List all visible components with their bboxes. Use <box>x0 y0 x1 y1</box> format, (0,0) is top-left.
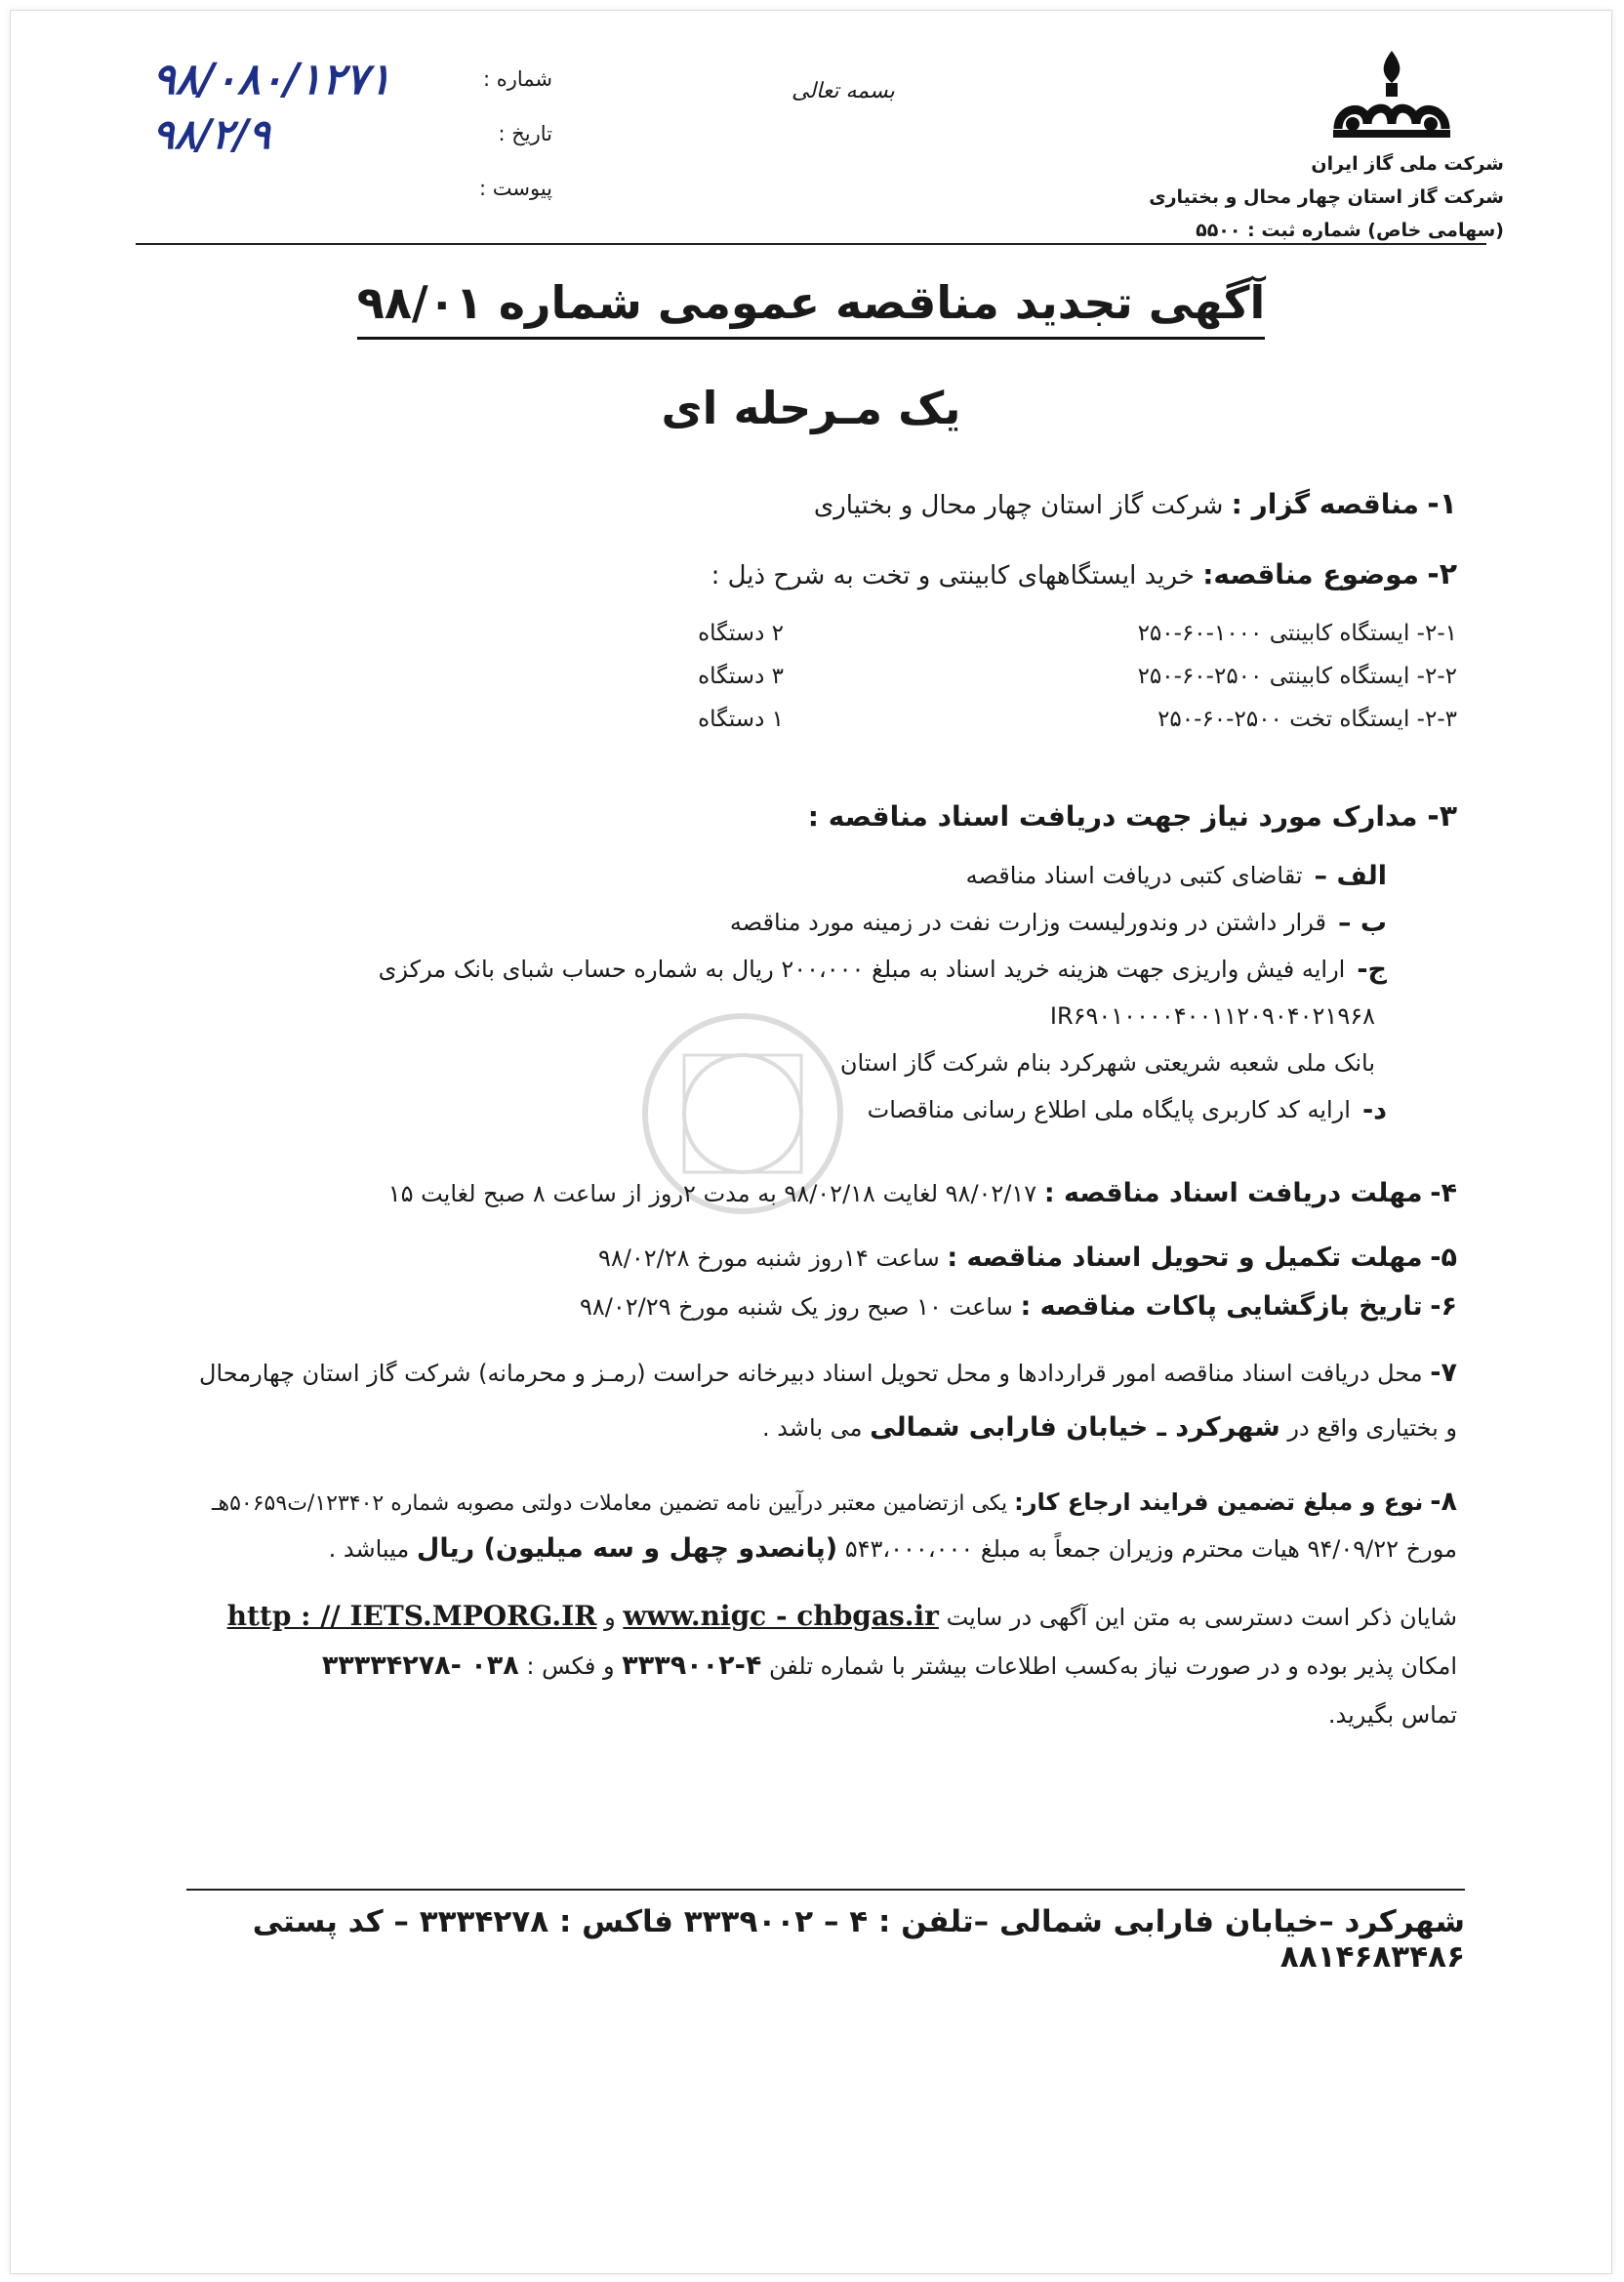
meta-attachment-label: پیوست : <box>479 177 552 200</box>
section-text: ساعت ۱۰ صبح روز یک شنبه مورخ ۹۸/۰۲/۲۹ <box>579 1293 1013 1321</box>
item-text: تقاضای کتبی دریافت اسناد مناقصه <box>965 862 1303 889</box>
basmala: بسمه تعالی <box>792 79 895 103</box>
section-subject <box>711 557 1457 591</box>
meta-attachment <box>142 161 552 216</box>
item-text: قرار داشتن در وندورلیست وزارت نفت در زمینه مورد مناقصه <box>729 909 1326 936</box>
iban-text: IR۶۹۰۱۰۰۰۰۴۰۰۱۱۲۰۹۰۴۰۲۱۹۶۸ <box>1049 1002 1375 1030</box>
section-text: میباشد . <box>328 1535 410 1563</box>
subject-items <box>647 612 1457 741</box>
item-name: ۲-۱- ایستگاه کابینتی ۱۰۰۰-۶۰-۲۵۰ <box>1137 621 1457 646</box>
org-province: شرکت گاز استان چهار محال و بختیاری <box>1149 186 1504 208</box>
section-guarantee-line2 <box>157 1533 1457 1564</box>
item-text: ارایه کد کاربری پایگاه ملی اطلاع رسانی مناقصات <box>867 1096 1351 1123</box>
list-item <box>157 852 1387 899</box>
section-location <box>157 1358 1457 1388</box>
phone-number: ۴-۳۳۳۹۰۰۲ <box>622 1650 762 1681</box>
meta-date <box>142 106 552 161</box>
notice-line2 <box>157 1650 1457 1681</box>
section-label: مدارک مورد نیاز جهت دریافت اسناد مناقصه : <box>807 800 1418 833</box>
section-location-line2 <box>157 1412 1457 1443</box>
meta-number-label: شماره : <box>482 67 552 91</box>
location-address: شهرکرد ـ خیابان فارابی شمالی <box>870 1412 1280 1443</box>
item-name: ۲-۳- ایستگاه تخت ۲۵۰۰-۶۰-۲۵۰ <box>1157 707 1457 732</box>
section-doc-deadline <box>157 1178 1457 1208</box>
title-wrap <box>11 276 1611 340</box>
section-label: نوع و مبلغ تضمین فرایند ارجاع کار: <box>1014 1488 1424 1516</box>
section-opening-date <box>157 1291 1457 1322</box>
website-link[interactable]: www.nigc - chbgas.ir <box>623 1600 939 1632</box>
section-label: تاریخ بازگشایی پاکات مناقصه : <box>1020 1291 1423 1322</box>
section-submission-deadline <box>157 1243 1457 1273</box>
section-text: محل دریافت اسناد مناقصه امور قراردادها و محل تحویل اسناد دبیرخانه حراست (رمـز و محرمانه) شرکت گاز استان چهارمحال <box>199 1360 1423 1387</box>
section-text: ۹۸/۰۲/۱۷ لغایت ۹۸/۰۲/۱۸ به مدت ۲روز از ساعت ۸ صبح لغایت ۱۵ <box>387 1180 1037 1207</box>
item-letter: ب – <box>1337 907 1387 938</box>
section-text: ساعت ۱۴روز شنبه مورخ ۹۸/۰۲/۲۸ <box>598 1244 940 1272</box>
section-label: مهلت تکمیل و تحویل اسناد مناقصه : <box>947 1243 1423 1273</box>
notice-text: شایان ذکر است دسترسی به متن این آگهی در سایت <box>946 1604 1457 1631</box>
section-text: شرکت گاز استان چهار محال و بختیاری <box>813 491 1224 520</box>
list-item <box>157 946 1387 993</box>
item-letter: د- <box>1361 1094 1387 1125</box>
org-header <box>1094 46 1504 247</box>
item-letter: الف – <box>1314 860 1387 891</box>
item-qty: ۳ دستگاه <box>698 664 784 689</box>
footer-divider <box>186 1889 1465 1891</box>
notice-line1 <box>157 1600 1457 1632</box>
section-text: خرید ایستگاههای کابینتی و تخت به شرح ذیل : <box>710 561 1195 591</box>
item-qty: ۲ دستگاه <box>698 621 784 646</box>
nigc-logo-icon <box>1319 46 1465 143</box>
section-number: ۳- <box>1427 799 1457 834</box>
section-guarantee <box>157 1487 1457 1517</box>
notice-text: امکان پذیر بوده و در صورت نیاز به‌کسب اطلاعات بیشتر با شماره تلفن <box>768 1652 1457 1680</box>
meta-number <box>142 52 552 106</box>
item-text: بانک ملی شعبه شریعتی شهرکرد بنام شرکت گاز استان <box>839 1049 1375 1077</box>
section-number: ۶- <box>1430 1291 1457 1322</box>
notice-text: و فکس : <box>526 1652 615 1680</box>
section-text: و بختیاری واقع در <box>1287 1414 1457 1442</box>
item-letter: ج- <box>1357 954 1387 985</box>
fax-number: ۰۳۸ -۳۳۳۳۴۲۷۸ <box>321 1650 519 1681</box>
section-number: ۵- <box>1430 1243 1457 1273</box>
footer-address: شهرکرد –خیابان فارابی شمالی –تلفن : ۴ – ۳۳۳۹۰۰۲ فاکس : ۳۳۳۴۲۷۸ – کد پستی ۸۸۱۴۶۸۳۴۸۶ <box>252 1904 1465 1975</box>
section-number: ۸- <box>1430 1487 1457 1517</box>
section-documents <box>808 799 1457 834</box>
list-item <box>647 655 1457 698</box>
letter-page <box>10 10 1612 2274</box>
section-text: می باشد . <box>762 1414 863 1442</box>
section-label: موضوع مناقصه: <box>1202 558 1419 591</box>
page-title: آگهی تجدید مناقصه عمومی شماره ۹۸/۰۱ <box>357 276 1265 340</box>
meta-date-label: تاریخ : <box>498 122 552 145</box>
notice-text: تماس بگیرید. <box>1327 1701 1457 1729</box>
section-number: ۱- <box>1427 487 1457 521</box>
section-number: ۲- <box>1427 557 1457 591</box>
notice-and: و <box>604 1604 616 1631</box>
list-item <box>647 612 1457 655</box>
item-name: ۲-۲- ایستگاه کابینتی ۲۵۰۰-۶۰-۲۵۰ <box>1137 664 1457 689</box>
letter-meta <box>142 52 552 216</box>
page-subtitle: یک مـرحله ای <box>661 382 961 434</box>
list-item <box>157 899 1387 946</box>
meta-number-value: ۹۸/۰۸۰/۱۲۷۱ <box>152 54 391 104</box>
section-label: مناقصه گزار : <box>1231 488 1419 520</box>
notice-line3 <box>157 1701 1457 1729</box>
list-item <box>647 698 1457 741</box>
guarantee-amount: (پانصدو چهل و سه میلیون) ریال <box>416 1533 838 1564</box>
org-name: شرکت ملی گاز ایران <box>1311 153 1504 175</box>
iets-link[interactable]: http : // IETS.MPORG.IR <box>226 1600 597 1632</box>
meta-date-value: ۹۸/۲/۹ <box>152 109 270 158</box>
section-number: ۴- <box>1430 1178 1457 1208</box>
section-tenderer <box>814 487 1457 521</box>
header-divider <box>136 243 1486 245</box>
section-label: مهلت دریافت اسناد مناقصه : <box>1043 1178 1423 1208</box>
section-number: ۷- <box>1430 1358 1457 1388</box>
org-registration: (سهامی خاص) شماره ثبت : ۵۵۰۰ <box>1196 220 1504 241</box>
item-text: ارایه فیش واریزی جهت هزینه خرید اسناد به مبلغ ۲۰۰،۰۰۰ ریال به شماره حساب شبای بانک مرکزی <box>378 956 1346 983</box>
item-qty: ۱ دستگاه <box>698 707 784 732</box>
section-text: مورخ ۹۴/۰۹/۲۲ هیات محترم وزیران جمعاً به مبلغ ۵۴۳،۰۰۰،۰۰۰ <box>844 1535 1457 1563</box>
section-text: یکی ازتضامین معتبر درآیین نامه تضمین معاملات دولتی مصوبه شماره ۱۲۳۴۰۲/ت۵۰۶۵۹هـ <box>212 1491 1008 1516</box>
